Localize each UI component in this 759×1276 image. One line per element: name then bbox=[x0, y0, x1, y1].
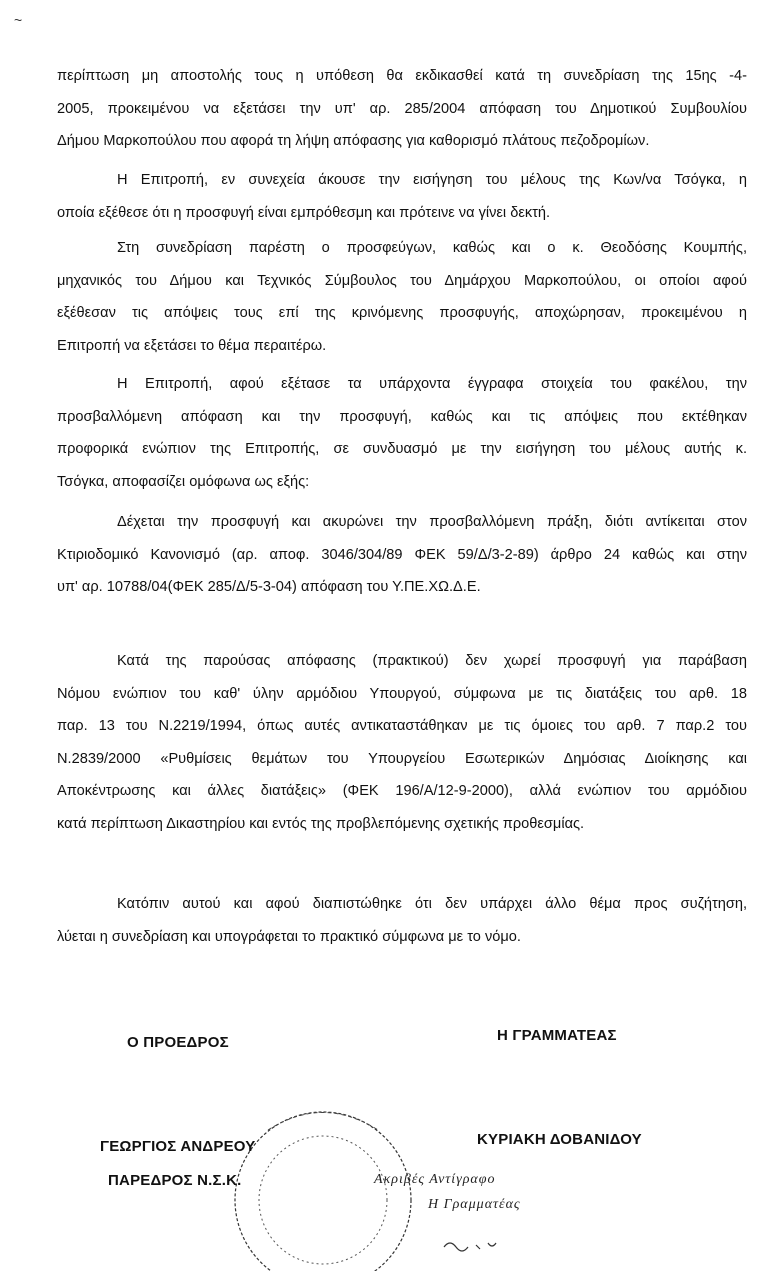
paragraph-line: εξέθεσαν τις απόψεις τους επί της κρινόμενης προσφυγής, αποχώρησαν, προκειμένου η bbox=[57, 305, 747, 321]
paragraph-line: Δήμου Μαρκοπούλου που αφορά τη λήψη απόφασης για καθορισμό πλάτους πεζοδρομίων. bbox=[57, 133, 650, 149]
paragraph-7 bbox=[57, 888, 747, 953]
paragraph-line: Επιτροπή να εξετάσει το θέμα περαιτέρω. bbox=[57, 337, 327, 354]
paragraph-line: Η Επιτροπή, εν συνεχεία άκουσε την εισήγηση του μέλους της Κων/να Τσόγκα, η bbox=[117, 172, 747, 188]
paragraph-line: οποία εξέθεσε ότι η προσφυγή είναι εμπρόθεσμη και πρότεινε να γίνει δεκτή. bbox=[57, 204, 551, 221]
paragraph-line: προφορικά ενώπιον της Επιτροπής, σε συνδυασμό με την εισήγηση του μέλους αυτής κ. bbox=[57, 441, 747, 457]
paragraph-line: Κατά της παρούσας απόφασης (πρακτικού) δεν χωρεί προσφυγή για παράβαση bbox=[117, 653, 747, 669]
certified-secretary-text: Η Γραμματέας bbox=[428, 1197, 521, 1212]
paragraph-line: κατά περίπτωση Δικαστηρίου και εντός της προβλεπόμενης σχετικής προθεσμίας. bbox=[57, 815, 585, 832]
paragraph-line: Η Επιτροπή, αφού εξέτασε τα υπάρχοντα έγγραφα στοιχεία του φακέλου, την bbox=[117, 376, 747, 392]
paragraph-4 bbox=[57, 368, 747, 498]
paragraph-3 bbox=[57, 232, 747, 362]
paragraph-line: προσβαλλόμενη απόφαση και την προσφυγή, καθώς και τις απόψεις που εκτέθηκαν bbox=[57, 408, 747, 425]
paragraph-line: Νόμου ενώπιον του καθ' ύλην αρμόδιου Υπουργού, σύμφωνα με τις διατάξεις του αρθ. 18 bbox=[57, 685, 747, 702]
paragraph-line: Κτιριοδομικό Κανονισμό (αρ. αποφ. 3046/304/89 ΦΕΚ 59/Δ/3-2-89) άρθρο 24 καθώς και στην bbox=[57, 546, 747, 563]
president-title: Ο ΠΡΟΕΔΡΟΣ bbox=[127, 1034, 229, 1051]
certified-copy-text: Ακριβές Αντίγραφο bbox=[374, 1172, 496, 1187]
president-name: ΓΕΩΡΓΙΟΣ ΑΝΔΡΕΟΥ bbox=[100, 1138, 256, 1155]
secretary-title: Η ΓΡΑΜΜΑΤΕΑΣ bbox=[497, 1027, 617, 1044]
paragraph-6 bbox=[57, 645, 747, 840]
scan-corner-mark: ~ bbox=[14, 12, 23, 28]
paragraph-line: Δέχεται την προσφυγή και ακυρώνει την προσβαλλόμενη πράξη, διότι αντίκειται στον bbox=[117, 514, 747, 530]
signature-scribble bbox=[440, 1235, 500, 1255]
paragraph-line: Στη συνεδρίαση παρέστη ο προσφεύγων, καθώς και ο κ. Θεοδόσης Κουμπής, bbox=[117, 240, 747, 256]
president-role: ΠΑΡΕΔΡΟΣ Ν.Σ.Κ. bbox=[108, 1172, 242, 1189]
paragraph-line: Αποκέντρωσης και άλλες διατάξεις» (ΦΕΚ 196/Α/12-9-2000), αλλά ενώπιον του αρμόδιου bbox=[57, 783, 747, 799]
paragraph-1 bbox=[57, 60, 747, 158]
paragraph-line: υπ' αρ. 10788/04(ΦΕΚ 285/Δ/5-3-04) απόφαση του Υ.ΠΕ.ΧΩ.Δ.Ε. bbox=[57, 579, 481, 595]
secretary-name: ΚΥΡΙΑΚΗ ΔΟΒΑΝΙΔΟΥ bbox=[477, 1131, 642, 1148]
paragraph-line: λύεται η συνεδρίαση και υπογράφεται το πρακτικό σύμφωνα με το νόμο. bbox=[57, 928, 521, 945]
paragraph-line: Τσόγκα, αποφασίζει ομόφωνα ως εξής: bbox=[57, 473, 310, 490]
paragraph-line: Κατόπιν αυτού και αφού διαπιστώθηκε ότι δεν υπάρχει άλλο θέμα προς συζήτηση, bbox=[117, 896, 747, 912]
paragraph-2 bbox=[57, 164, 747, 229]
paragraph-line: 2005, προκειμένου να εξετάσει την υπ' αρ. 285/2004 απόφαση του Δημοτικού Συμβουλίου bbox=[57, 100, 747, 117]
paragraph-5 bbox=[57, 506, 747, 604]
paragraph-line: περίπτωση μη αποστολής τους η υπόθεση θα εκδικασθεί κατά τη συνεδρίαση της 15ης -4- bbox=[57, 68, 747, 84]
paragraph-line: παρ. 13 του Ν.2219/1994, όπως αυτές αντικαταστάθηκαν με τις όμοιες του αρθ. 7 παρ.2 του bbox=[57, 718, 747, 734]
paragraph-line: Ν.2839/2000 «Ρυθμίσεις θεμάτων του Υπουργείου Εσωτερικών Δημόσιας Διοίκησης και bbox=[57, 750, 747, 767]
paragraph-line: μηχανικός του Δήμου και Τεχνικός Σύμβουλος του Δημάρχου Μαρκοπούλου, οι οποίοι αφού bbox=[57, 272, 747, 289]
